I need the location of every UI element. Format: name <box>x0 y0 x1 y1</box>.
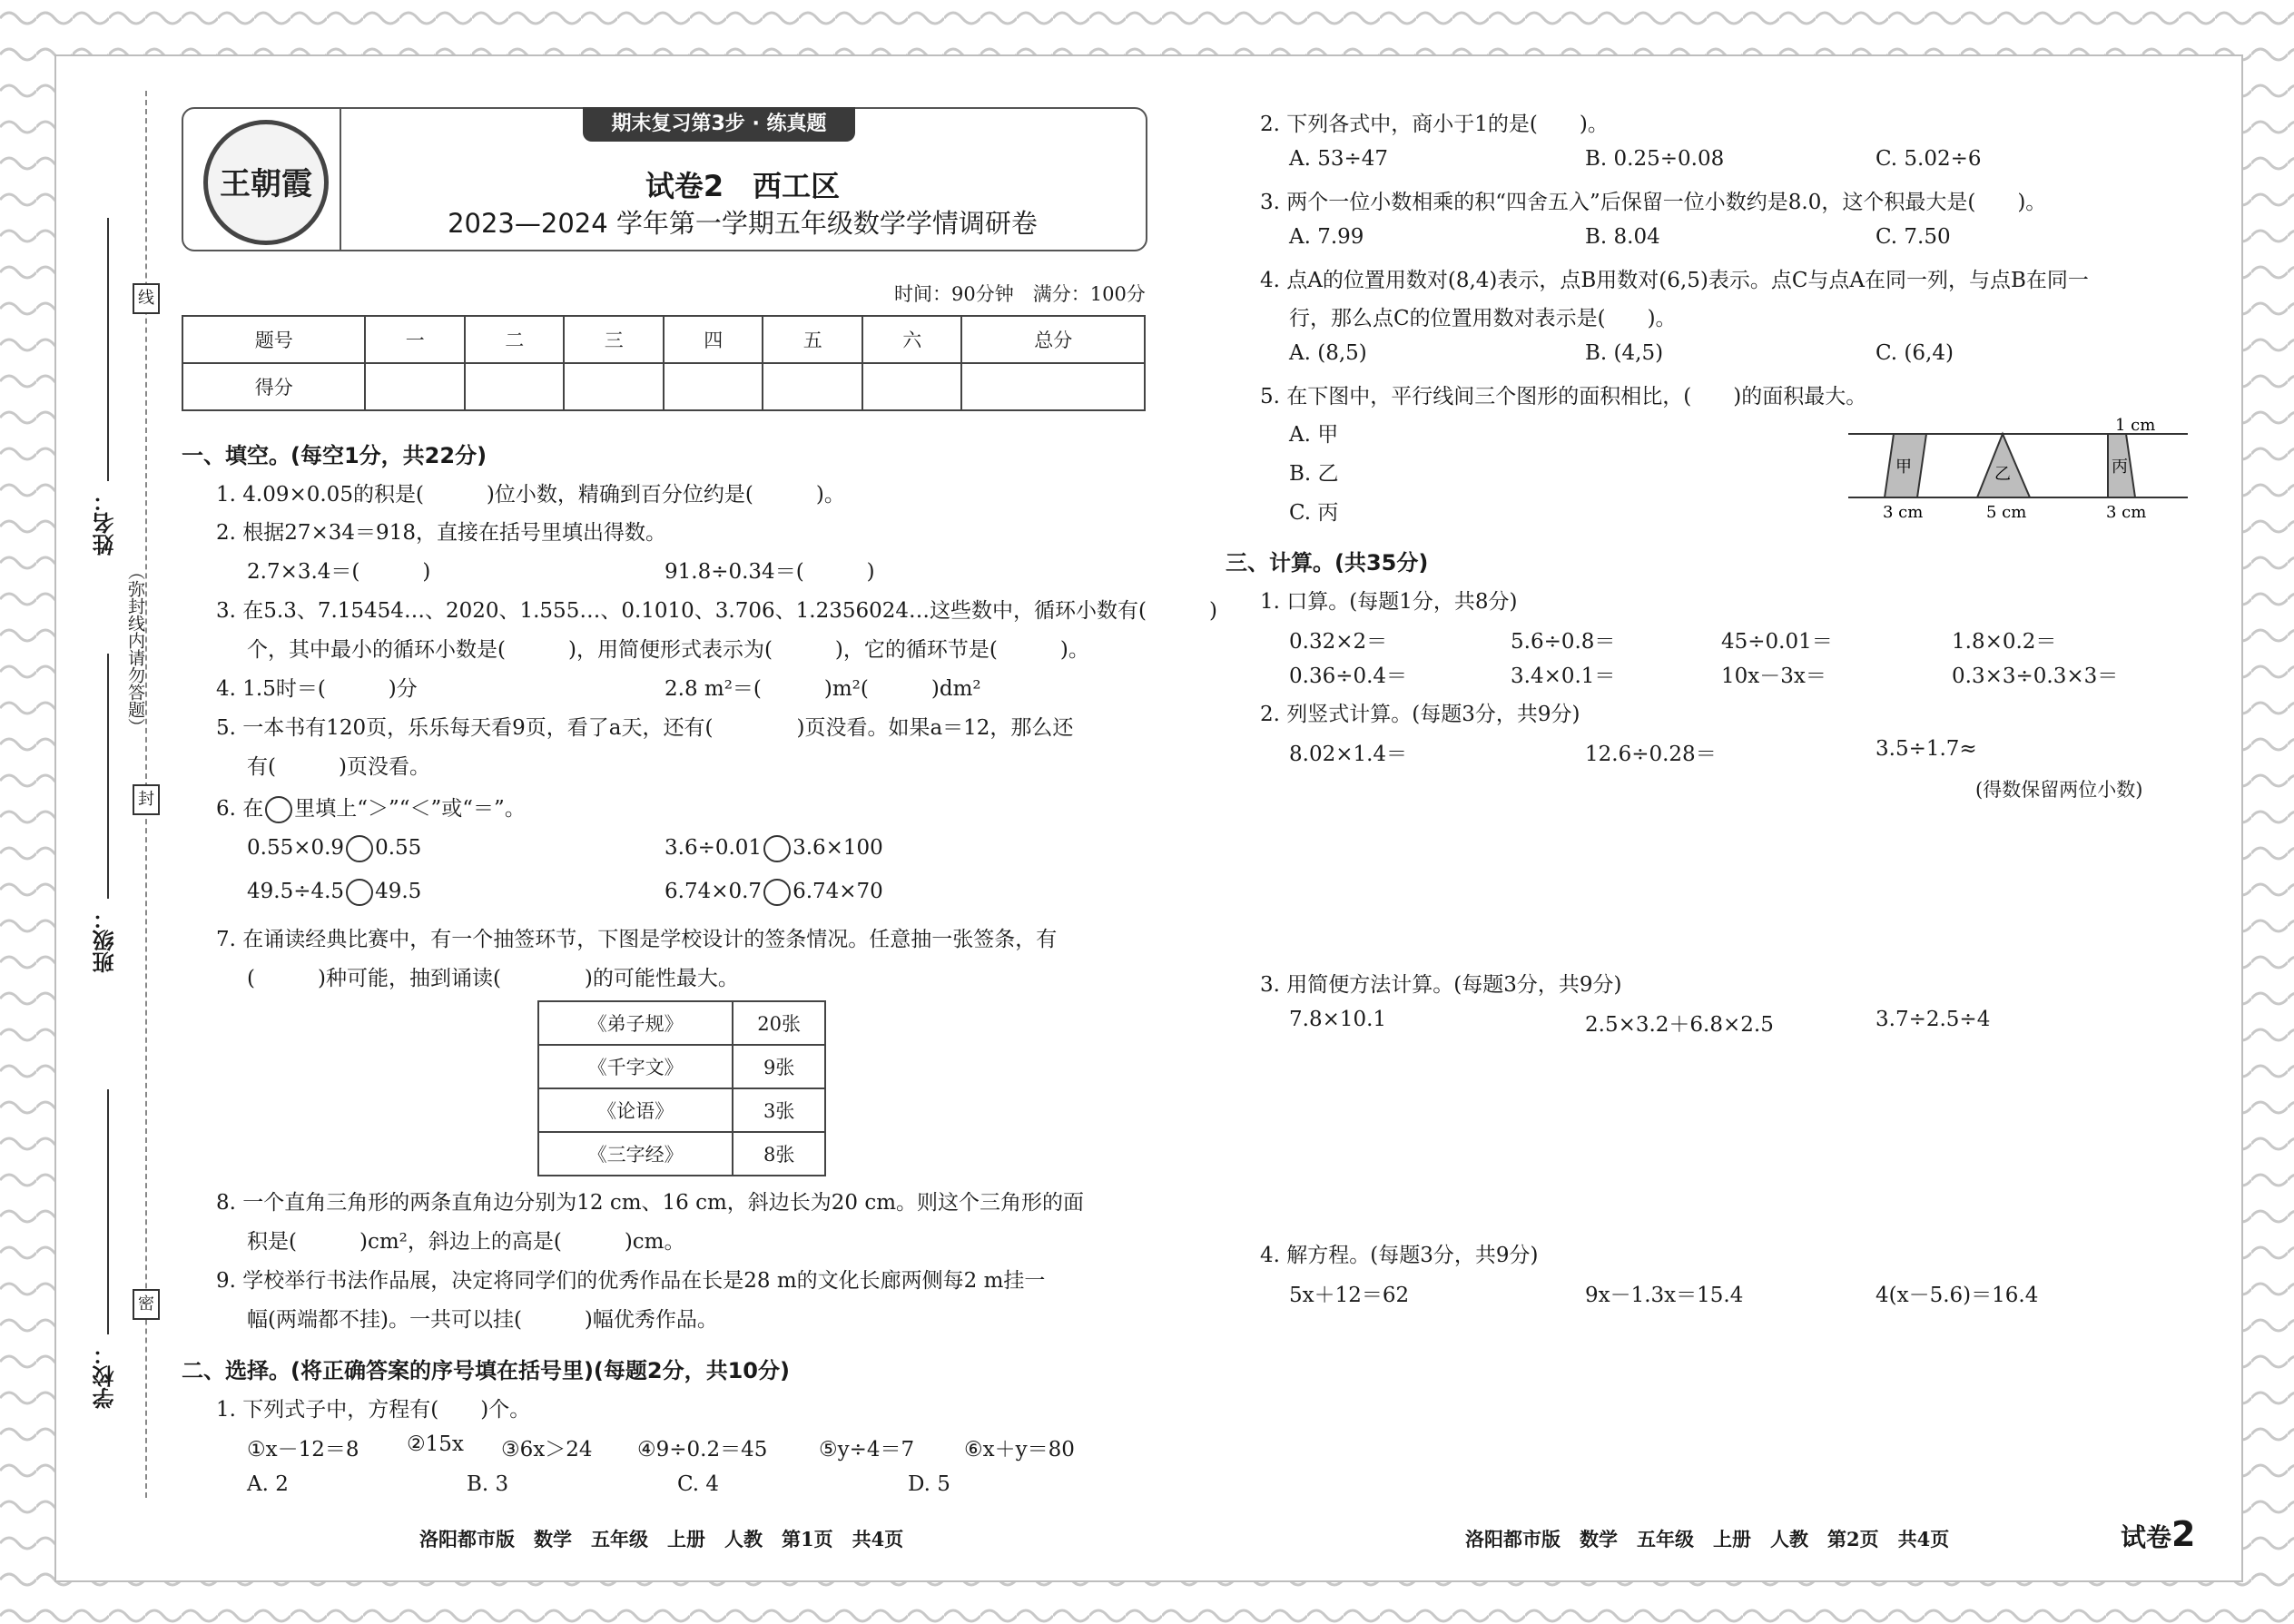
expr-left: 0.55×0.9 <box>247 836 345 860</box>
answer-circle[interactable] <box>346 835 373 862</box>
oral-item: 5.6÷0.8＝ <box>1511 630 1616 654</box>
book-name: 《弟子规》 <box>538 1001 733 1045</box>
mi-char: 密 <box>133 1289 160 1320</box>
badge-number: 2 <box>2171 1514 2196 1554</box>
q1-2b: 91.8÷0.34＝( ) <box>665 560 875 584</box>
vertical-item: 12.6÷0.28＝ <box>1585 743 1717 766</box>
q2-4-line1: 4. 点A的位置用数对(8,4)表示，点B用数对(6,5)表示。点C与点A在同一列，与点B在同一 <box>1260 269 2089 292</box>
paper-title: 试卷2 西工区 <box>645 169 841 203</box>
expr-right: 3.6×100 <box>793 836 883 860</box>
q1-7-line2: ( )种可能，抽到诵读( )的可能性最大。 <box>247 967 739 990</box>
expr-left: 49.5÷4.5 <box>247 880 345 903</box>
score-header-row <box>182 316 1145 363</box>
school-label: 学校： <box>93 1343 118 1409</box>
q1-4a: 4. 1.5时＝( )分 <box>216 677 418 701</box>
answer-circle[interactable] <box>763 835 791 862</box>
q2-5-option[interactable]: C. 丙 <box>1289 501 1339 525</box>
banner-tab: 期末复习第3步 · 练真题 <box>583 107 855 142</box>
q2-4-option[interactable]: C. (6,4) <box>1876 341 1954 365</box>
score-cell: 六 <box>862 316 962 363</box>
expr-right: 49.5 <box>375 880 422 903</box>
q1-2a: 2.7×3.4＝( ) <box>247 560 431 584</box>
fig-shape-label: 甲 <box>1895 458 1912 477</box>
q2-1-item: ②15x <box>407 1432 464 1456</box>
q2-1-item: ⑥x＋y＝80 <box>964 1438 1075 1462</box>
q2-4-line2: 行，那么点C的位置用数对表示是( )。 <box>1289 307 1677 330</box>
q1-5-line1: 5. 一本书有120页，乐乐每天看9页，看了a天，还有( )页没看。如果a＝12，那么还 <box>216 716 1074 740</box>
simplify-item: 2.5×3.2＋6.8×2.5 <box>1585 1013 1774 1037</box>
fig-top-label: 1 cm <box>2115 416 2156 435</box>
q2-1-item: ⑤y÷4＝7 <box>819 1438 915 1462</box>
q2-3-option[interactable]: A. 7.99 <box>1289 225 1364 249</box>
fig-bottom-label: 5 cm <box>1986 503 2027 522</box>
equation-item: 4(x－5.6)＝16.4 <box>1876 1284 2039 1307</box>
q2-2-option[interactable]: A. 53÷47 <box>1289 147 1389 171</box>
s3-part3: 3. 用简便方法计算。(每题3分，共9分) <box>1260 973 1622 997</box>
footer-right: 洛阳都市版 数学 五年级 上册 人教 第2页 共4页 <box>1465 1528 1950 1550</box>
score-cell: 题号 <box>182 316 365 363</box>
book-name: 《千字文》 <box>538 1045 733 1088</box>
binding-note: （弥封线内请勿答题） <box>125 563 145 735</box>
time-score: 时间：90分钟 满分：100分 <box>894 283 1146 305</box>
q1-6-pre: 6. 在 <box>216 797 264 821</box>
section3-title: 三、计算。(共35分) <box>1226 550 1429 576</box>
draw-table <box>537 1000 826 1176</box>
q2-3: 3. 两个一位小数相乘的积“四舍五入”后保留一位小数约是8.0，这个积最大是( )。 <box>1260 191 2047 214</box>
fig-bottom-label: 3 cm <box>1883 503 1924 522</box>
score-box[interactable] <box>862 363 962 410</box>
q1-5-line2: 有( )页没看。 <box>247 755 430 779</box>
compare-circle-icon <box>265 796 292 823</box>
vertical-item: 8.02×1.4＝ <box>1289 743 1408 766</box>
q2-1-item: ③6x＞24 <box>501 1438 593 1462</box>
name-label: 姓名： <box>93 490 118 556</box>
q2-1-item: ①x－12＝8 <box>247 1438 359 1462</box>
q1-8-line2: 积是( )cm²，斜边上的高是( )cm。 <box>247 1230 685 1254</box>
slip-count: 20张 <box>733 1001 825 1045</box>
logo-panel <box>183 109 341 250</box>
q1-3-line1: 3. 在5.3、7.15454…、2020、1.555…、0.1010、3.706、1.2356024…这些数中，循环小数有( ) <box>216 599 1217 623</box>
table-row <box>538 1132 825 1176</box>
header-banner <box>182 107 1147 251</box>
q2-5-option[interactable]: B. 乙 <box>1289 462 1339 486</box>
equation-item: 5x＋12＝62 <box>1289 1284 1410 1307</box>
q1-7-line1: 7. 在诵读经典比赛中，有一个抽签环节，下图是学校设计的签条情况。任意抽一张签条，有 <box>216 928 1058 951</box>
book-name: 《三字经》 <box>538 1132 733 1176</box>
oral-item: 45÷0.01＝ <box>1721 630 1833 654</box>
q2-3-option[interactable]: B. 8.04 <box>1585 225 1660 249</box>
school-line <box>107 1089 109 1334</box>
score-cell: 一 <box>365 316 465 363</box>
q1-2: 2. 根据27×34＝918，直接在括号里填出得数。 <box>216 521 666 545</box>
paper-subtitle: 2023—2024 学年第一学期五年级数学学情调研卷 <box>448 208 1038 239</box>
score-cell: 总分 <box>961 316 1145 363</box>
table-row <box>538 1045 825 1088</box>
q2-1-option[interactable]: A. 2 <box>247 1472 289 1496</box>
s3-part4: 4. 解方程。(每题3分，共9分) <box>1260 1244 1539 1267</box>
q1-9-line1: 9. 学校举行书法作品展，决定将同学们的优秀作品在长是28 m的文化长廊两侧每2 m挂一 <box>216 1269 1046 1293</box>
q1-3-line2: 个，其中最小的循环小数是( )，用简便形式表示为( )，它的循环节是( )。 <box>247 638 1089 662</box>
score-cell: 五 <box>763 316 862 363</box>
table-row <box>538 1001 825 1045</box>
class-label: 班级： <box>93 908 118 973</box>
class-line <box>107 654 109 899</box>
fig-shape-label: 乙 <box>1994 465 2011 484</box>
q2-2-option[interactable]: B. 0.25÷0.08 <box>1585 147 1725 171</box>
score-box[interactable] <box>961 363 1145 410</box>
fig-bottom-label: 3 cm <box>2106 503 2147 522</box>
q1-6-post: 里填上“＞”“＜”或“＝”。 <box>294 797 526 821</box>
oral-item: 0.32×2＝ <box>1289 630 1388 654</box>
score-table <box>182 315 1146 411</box>
badge-label: 试卷 <box>2121 1522 2172 1552</box>
vertical-item: 3.5÷1.7≈ <box>1876 737 1977 761</box>
score-box[interactable] <box>763 363 862 410</box>
expr-right: 6.74×70 <box>793 880 883 903</box>
book-name: 《论语》 <box>538 1088 733 1132</box>
equation-item: 9x－1.3x＝15.4 <box>1585 1284 1744 1307</box>
q2-1: 1. 下列式子中，方程有( )个。 <box>216 1398 531 1422</box>
q2-1-item: ④9÷0.2＝45 <box>637 1438 768 1462</box>
simplify-item: 3.7÷2.5÷4 <box>1876 1008 1991 1031</box>
q1-6a <box>247 835 421 862</box>
paper-badge <box>2121 1514 2195 1554</box>
score-box[interactable] <box>664 363 763 410</box>
q1-9-line2: 幅(两端都不挂)。一共可以挂( )幅优秀作品。 <box>247 1308 718 1332</box>
s3-part2: 2. 列竖式计算。(每题3分，共9分) <box>1260 703 1580 726</box>
section2-title: 二、选择。(将正确答案的序号填在括号里)(每题2分，共10分) <box>182 1358 790 1383</box>
seal-char: 封 <box>133 784 160 815</box>
s3-part1: 1. 口算。(每题1分，共8分) <box>1260 590 1518 614</box>
expr-left: 6.74×0.7 <box>665 880 763 903</box>
q1-4b: 2.8 m²＝( )m²( )dm² <box>665 677 981 701</box>
q2-5: 5. 在下图中，平行线间三个图形的面积相比，( )的面积最大。 <box>1260 385 1867 408</box>
q2-1-option[interactable]: C. 4 <box>677 1472 720 1496</box>
q1-6 <box>216 792 526 823</box>
q1-1: 1. 4.09×0.05的积是( )位小数，精确到百分位约是( )。 <box>216 483 845 507</box>
slip-count: 8张 <box>733 1132 825 1176</box>
score-label: 得分 <box>182 363 365 410</box>
oral-item: 10x－3x＝ <box>1721 664 1826 688</box>
score-box[interactable] <box>465 363 565 410</box>
fig-shape-label: 丙 <box>2112 458 2128 477</box>
score-input-row <box>182 363 1145 410</box>
name-line <box>107 218 109 481</box>
answer-circle[interactable] <box>346 879 373 906</box>
q2-3-option[interactable]: C. 7.50 <box>1876 225 1951 249</box>
q1-6d <box>665 879 883 906</box>
q2-1-option[interactable]: D. 5 <box>908 1472 950 1496</box>
oral-item: 3.4×0.1＝ <box>1511 664 1616 688</box>
answer-circle[interactable] <box>763 879 791 906</box>
oral-item: 0.36÷0.4＝ <box>1289 664 1408 688</box>
q2-1-option[interactable]: B. 3 <box>467 1472 509 1496</box>
rounding-note: (得数保留两位小数) <box>1975 779 2143 801</box>
oral-item: 1.8×0.2＝ <box>1952 630 2057 654</box>
expr-left: 3.6÷0.01 <box>665 836 763 860</box>
slip-count: 3张 <box>733 1088 825 1132</box>
expr-right: 0.55 <box>375 836 422 860</box>
score-cell: 四 <box>664 316 763 363</box>
table-row <box>538 1088 825 1132</box>
section1-title: 一、填空。(每空1分，共22分) <box>182 443 487 468</box>
footer-left: 洛阳都市版 数学 五年级 上册 人教 第1页 共4页 <box>419 1528 904 1550</box>
slip-count: 9张 <box>733 1045 825 1088</box>
brand-logo <box>203 120 329 245</box>
line-char: 线 <box>133 283 160 314</box>
q1-6c <box>247 879 421 906</box>
q1-8-line1: 8. 一个直角三角形的两条直角边分别为12 cm、16 cm，斜边长为20 cm。则这个三角形的面 <box>216 1191 1085 1215</box>
q1-6b <box>665 835 883 862</box>
parallel-figure <box>1843 416 2193 523</box>
score-cell: 三 <box>564 316 664 363</box>
score-box[interactable] <box>365 363 465 410</box>
score-box[interactable] <box>564 363 664 410</box>
q2-2-option[interactable]: C. 5.02÷6 <box>1876 147 1982 171</box>
score-cell: 二 <box>465 316 565 363</box>
q2-5-option[interactable]: A. 甲 <box>1289 423 1339 447</box>
q2-4-option[interactable]: A. (8,5) <box>1289 341 1367 365</box>
q2-2: 2. 下列各式中，商小于1的是( )。 <box>1260 113 1609 136</box>
simplify-item: 7.8×10.1 <box>1289 1008 1387 1031</box>
logo-text: 王朝霞 <box>220 166 312 202</box>
q2-4-option[interactable]: B. (4,5) <box>1585 341 1664 365</box>
oral-item: 0.3×3÷0.3×3＝ <box>1952 664 2119 688</box>
